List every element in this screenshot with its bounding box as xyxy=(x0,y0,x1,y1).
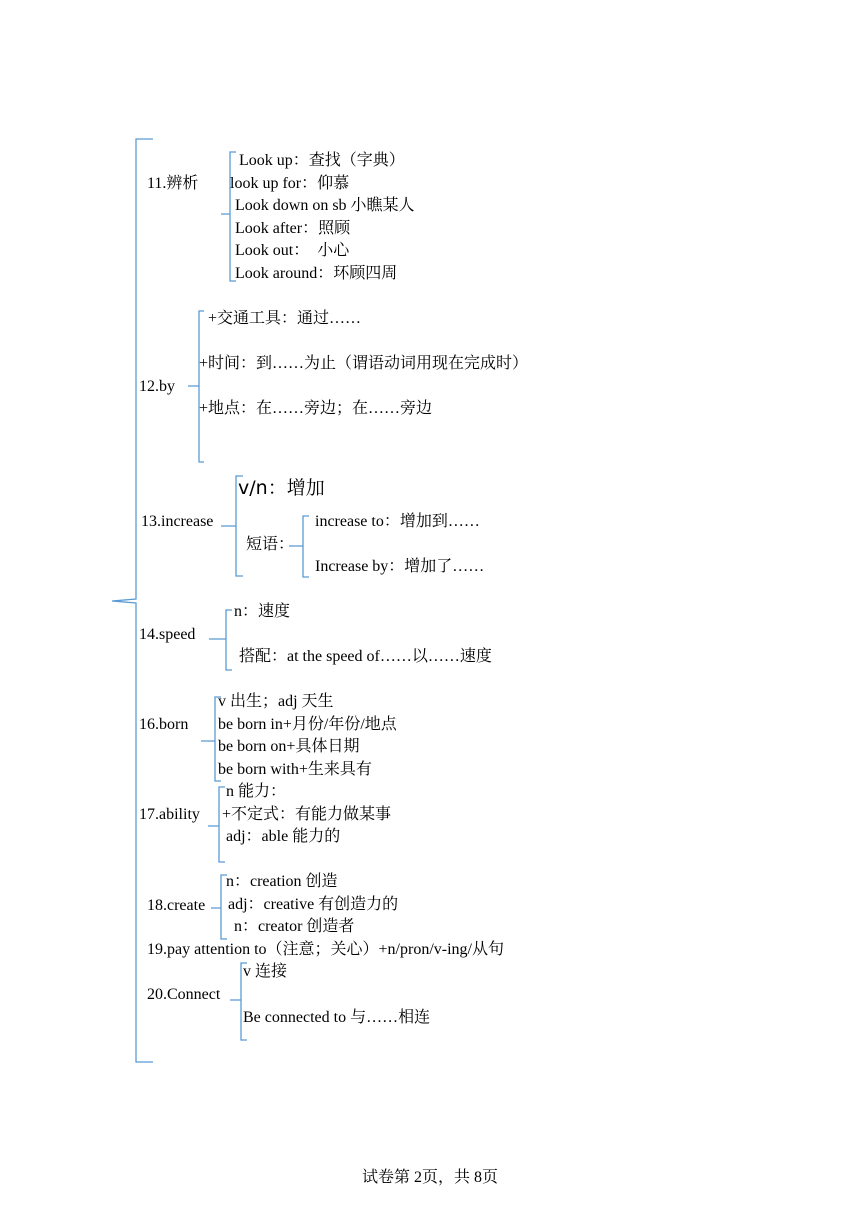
node-17-item: +不定式：有能力做某事 xyxy=(222,806,392,823)
node-11-label: 11.辨析 xyxy=(147,175,199,192)
node-13-phrase: Increase by：增加了…… xyxy=(315,558,485,575)
node-12-item: +地点：在……旁边；在……旁边 xyxy=(199,400,433,417)
node-11-item: Look down on sb 小瞧某人 xyxy=(235,197,415,214)
node-18-label: 18.create xyxy=(147,897,206,914)
node-16-item: be born with+生来具有 xyxy=(218,761,372,778)
bracket-17 xyxy=(208,787,225,862)
main-bracket xyxy=(112,139,153,1062)
node-16-item: v 出生；adj 天生 xyxy=(218,693,334,710)
node-11-item: Look out： 小心 xyxy=(235,242,350,259)
node-12-label: 12.by xyxy=(139,378,175,395)
node-19-text: 19.pay attention to（注意；关心）+n/pron/v-ing/从句 xyxy=(147,941,504,958)
node-20-item: v 连接 xyxy=(243,963,288,980)
page-footer: 试卷第 2页，共 8页 xyxy=(361,1169,498,1186)
node-13-meaning: v/n：增加 xyxy=(238,477,325,499)
node-20-item: Be connected to 与……相连 xyxy=(243,1009,431,1026)
node-11-item: Look around：环顾四周 xyxy=(235,265,398,282)
node-11-item: look up for：仰慕 xyxy=(230,175,350,192)
bracket-12 xyxy=(188,311,204,462)
node-12-item: +交通工具：通过…… xyxy=(208,310,362,327)
node-13-phrase: increase to：增加到…… xyxy=(315,513,480,530)
bracket-14 xyxy=(209,610,232,670)
node-12-item: +时间：到……为止（谓语动词用现在完成时） xyxy=(199,355,529,372)
node-18-item: n：creation 创造 xyxy=(226,873,338,890)
node-16-item: be born in+月份/年份/地点 xyxy=(218,716,397,733)
node-14-item: 搭配：at the speed of……以……速度 xyxy=(239,648,492,665)
node-14-item: n：速度 xyxy=(234,603,291,620)
node-11-item: Look after：照顾 xyxy=(235,220,351,237)
node-18-item: n：creator 创造者 xyxy=(234,918,355,935)
node-14-label: 14.speed xyxy=(139,626,196,643)
node-16-item: be born on+具体日期 xyxy=(218,738,360,755)
node-13-phrase-label: 短语： xyxy=(246,536,295,553)
bracket-11 xyxy=(221,152,236,281)
node-13-label: 13.increase xyxy=(141,513,214,530)
node-17-label: 17.ability xyxy=(139,806,200,823)
node-16-label: 16.born xyxy=(139,716,189,733)
node-17-item: adj：able 能力的 xyxy=(226,828,341,845)
node-18-item: adj：creative 有创造力的 xyxy=(228,896,399,913)
bracket-18 xyxy=(211,875,227,939)
node-20-label: 20.Connect xyxy=(147,986,221,1003)
node-11-item: Look up：查找（字典） xyxy=(239,152,405,169)
node-17-item: n 能力： xyxy=(226,783,287,800)
